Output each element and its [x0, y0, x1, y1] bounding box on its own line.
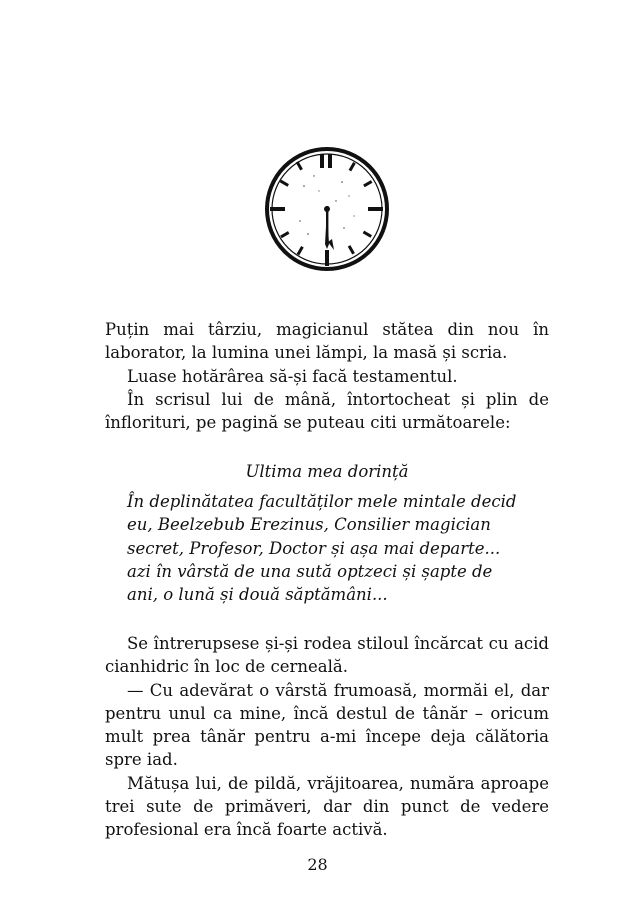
text-block-bottom — [105, 632, 549, 842]
paragraph: Se întrerupsese și-și rodea stiloul încărcat cu acid cianhidric în loc de cerneală. — [105, 634, 549, 677]
paragraph: Luase hotărârea să-și facă testamentul. — [127, 366, 458, 386]
letter-title: Ultima mea dorință — [245, 462, 409, 481]
paragraph: Mătușa lui, de pildă, vrăjitoarea, număra aproape trei sute de primăveri, dar din punct de vedere profesional era încă foarte activă. — [105, 773, 549, 840]
page-number: 28 — [307, 855, 328, 874]
paragraph: În scrisul lui de mână, întortocheat și plin de înflorituri, pe pagină se puteau citi următoarele: — [105, 389, 549, 433]
letter-title-wrap — [105, 460, 549, 483]
letter-body: În deplinătatea facultăților mele mintale decid eu, Beelzebub Erezinus, Consilier magician secret, Profesor, Doctor și așa mai departe... azi în vârstă de una sută optzeci și șapte de ani, o lună și două săptămâni... — [127, 492, 517, 605]
clock-illustration — [264, 146, 390, 272]
text-block-top — [105, 318, 549, 434]
paragraph: — Cu adevărat o vârstă frumoasă, mormăi el, dar pentru unul ca mine, încă destul de tânăr – oricum mult prea tânăr pentru a-mi începe deja călătoria spre iad. — [105, 680, 549, 770]
paragraph: Puțin mai târziu, magicianul stătea din nou în laborator, la lumina unei lămpi, la masă și scria. — [105, 320, 549, 363]
